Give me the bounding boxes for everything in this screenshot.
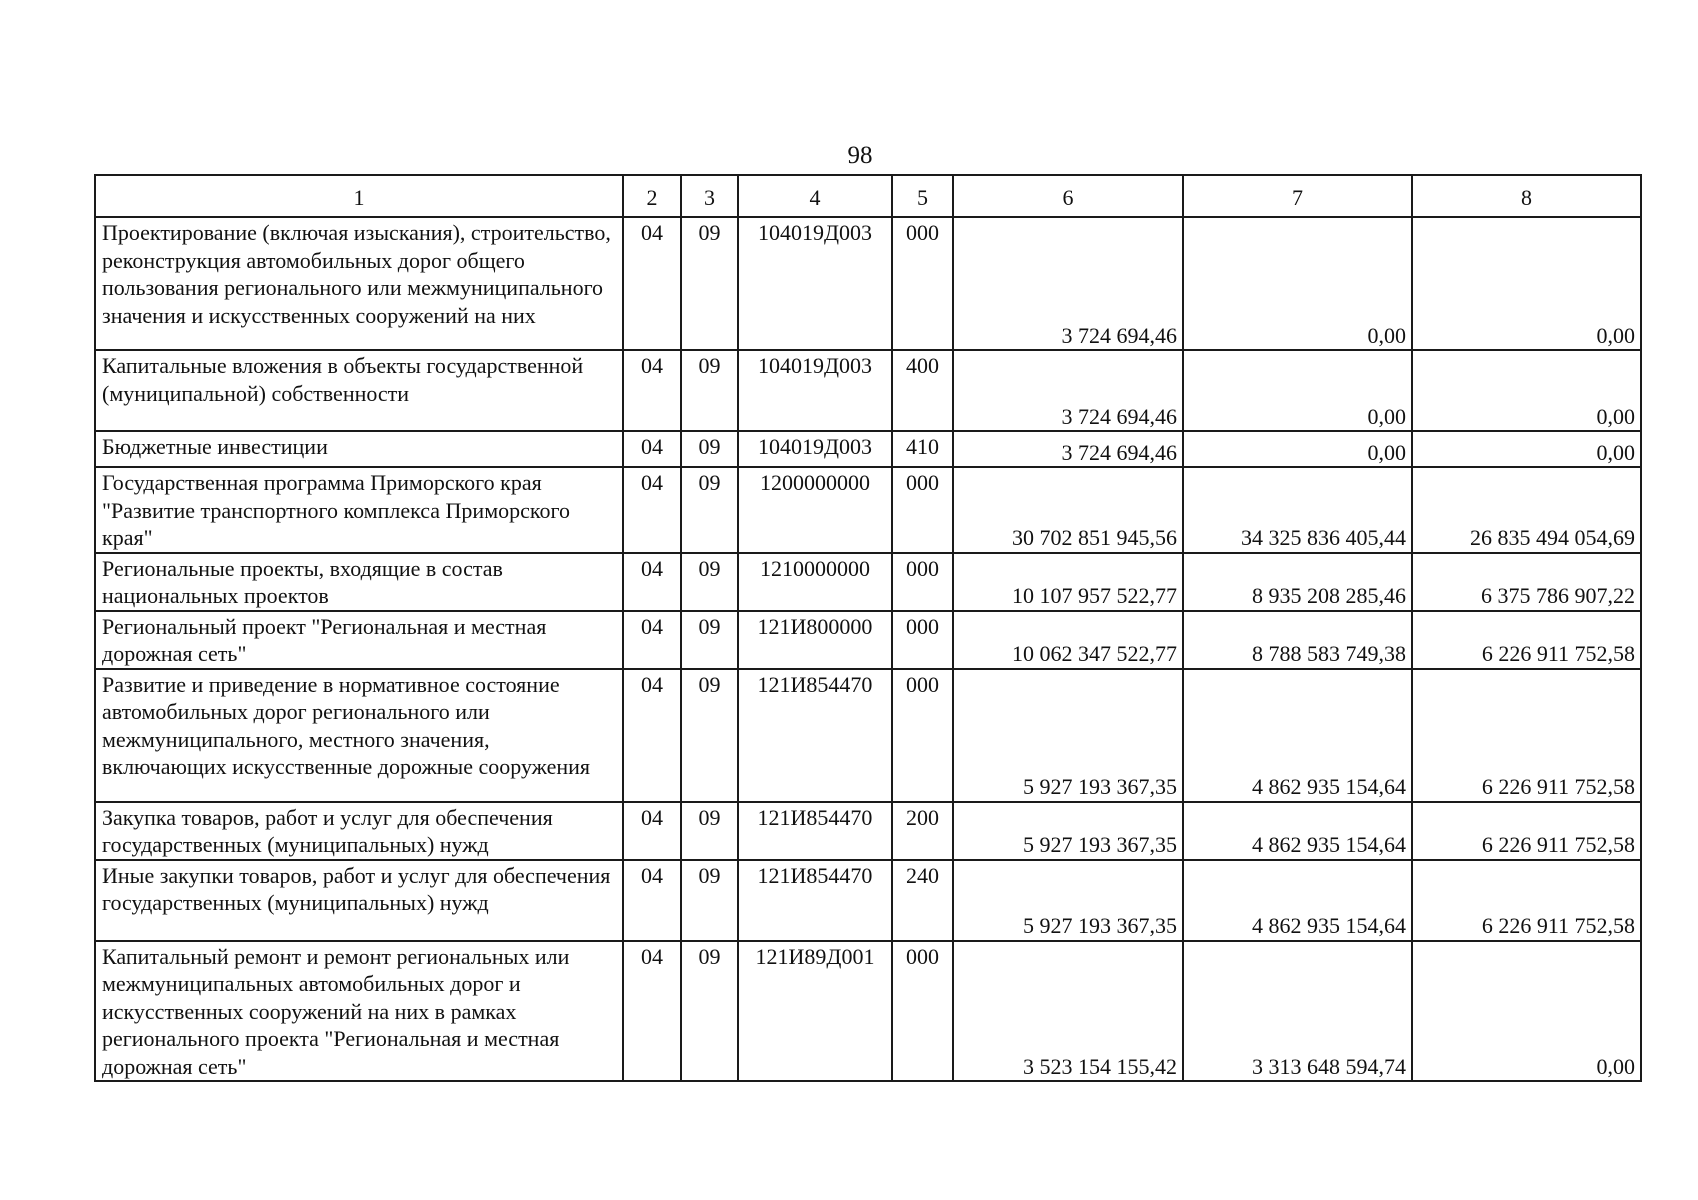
- table-row: [95, 941, 1641, 1082]
- row-name: Капитальные вложения в объекты государственной (муниципальной) собственности: [95, 350, 623, 431]
- row-name: Бюджетные инвестиции: [95, 431, 623, 467]
- page-number: 98: [847, 142, 873, 169]
- expense-type-code: 400: [892, 350, 953, 431]
- target-item-code: 1200000000: [738, 467, 892, 553]
- table-row: [95, 611, 1641, 669]
- amount-col6: 30 702 851 945,56: [953, 467, 1183, 553]
- row-name: Иные закупки товаров, работ и услуг для обеспечения государственных (муниципальных) нужд: [95, 860, 623, 941]
- table-row: [95, 350, 1641, 431]
- expense-type-code: 000: [892, 217, 953, 350]
- column-header: 5: [892, 175, 953, 217]
- amount-col7: 8 935 208 285,46: [1183, 553, 1412, 611]
- target-item-code: 121И800000: [738, 611, 892, 669]
- subsection-code: 09: [681, 431, 738, 467]
- amount-col6: 3 523 154 155,42: [953, 941, 1183, 1082]
- expense-type-code: 000: [892, 553, 953, 611]
- column-header: 7: [1183, 175, 1412, 217]
- amount-col7: 8 788 583 749,38: [1183, 611, 1412, 669]
- subsection-code: 09: [681, 802, 738, 860]
- amount-col6: 3 724 694,46: [953, 217, 1183, 350]
- target-item-code: 104019Д003: [738, 431, 892, 467]
- amount-col6: 10 107 957 522,77: [953, 553, 1183, 611]
- amount-col7: 4 862 935 154,64: [1183, 669, 1412, 802]
- column-header: 1: [95, 175, 623, 217]
- column-header: 8: [1412, 175, 1641, 217]
- amount-col6: 3 724 694,46: [953, 350, 1183, 431]
- subsection-code: 09: [681, 217, 738, 350]
- expense-type-code: 240: [892, 860, 953, 941]
- target-item-code: 1210000000: [738, 553, 892, 611]
- amount-col6: 5 927 193 367,35: [953, 860, 1183, 941]
- amount-col8: 6 375 786 907,22: [1412, 553, 1641, 611]
- expense-type-code: 000: [892, 669, 953, 802]
- subsection-code: 09: [681, 941, 738, 1082]
- table-row: [95, 802, 1641, 860]
- target-item-code: 121И854470: [738, 669, 892, 802]
- table-row: [95, 669, 1641, 802]
- target-item-code: 104019Д003: [738, 350, 892, 431]
- row-name: Государственная программа Приморского края "Развитие транспортного комплекса Приморского края": [95, 467, 623, 553]
- column-header: 4: [738, 175, 892, 217]
- table-row: [95, 860, 1641, 941]
- row-name: Капитальный ремонт и ремонт региональных или межмуниципальных автомобильных дорог и искусственных сооружений на них в рамках регионального проекта "Региональная и местная дорожная сеть": [95, 941, 623, 1082]
- section-code: 04: [623, 553, 681, 611]
- table-row: [95, 217, 1641, 350]
- amount-col6: 5 927 193 367,35: [953, 669, 1183, 802]
- subsection-code: 09: [681, 350, 738, 431]
- target-item-code: 121И854470: [738, 802, 892, 860]
- column-header: 6: [953, 175, 1183, 217]
- column-number-header-row: [95, 175, 1641, 217]
- amount-col7: 3 313 648 594,74: [1183, 941, 1412, 1082]
- amount-col8: 0,00: [1412, 350, 1641, 431]
- subsection-code: 09: [681, 553, 738, 611]
- section-code: 04: [623, 467, 681, 553]
- expense-type-code: 410: [892, 431, 953, 467]
- amount-col8: 0,00: [1412, 217, 1641, 350]
- amount-col7: 4 862 935 154,64: [1183, 860, 1412, 941]
- section-code: 04: [623, 217, 681, 350]
- budget-table: [94, 174, 1642, 1082]
- row-name: Развитие и приведение в нормативное состояние автомобильных дорог регионального или межмуниципального, местного значения, включающих искусственные дорожные сооружения: [95, 669, 623, 802]
- expense-type-code: 200: [892, 802, 953, 860]
- target-item-code: 121И89Д001: [738, 941, 892, 1082]
- table-row: [95, 431, 1641, 467]
- column-header: 3: [681, 175, 738, 217]
- amount-col7: 34 325 836 405,44: [1183, 467, 1412, 553]
- amount-col8: 0,00: [1412, 941, 1641, 1082]
- row-name: Региональный проект "Региональная и местная дорожная сеть": [95, 611, 623, 669]
- amount-col8: 6 226 911 752,58: [1412, 669, 1641, 802]
- amount-col7: 0,00: [1183, 217, 1412, 350]
- amount-col7: 4 862 935 154,64: [1183, 802, 1412, 860]
- section-code: 04: [623, 802, 681, 860]
- subsection-code: 09: [681, 611, 738, 669]
- amount-col8: 6 226 911 752,58: [1412, 860, 1641, 941]
- amount-col8: 6 226 911 752,58: [1412, 611, 1641, 669]
- expense-type-code: 000: [892, 611, 953, 669]
- amount-col6: 10 062 347 522,77: [953, 611, 1183, 669]
- amount-col7: 0,00: [1183, 431, 1412, 467]
- amount-col8: 0,00: [1412, 431, 1641, 467]
- section-code: 04: [623, 669, 681, 802]
- section-code: 04: [623, 431, 681, 467]
- row-name: Проектирование (включая изыскания), строительство, реконструкция автомобильных дорог общего пользования регионального или межмуниципального значения и искусственных сооружений на них: [95, 217, 623, 350]
- expense-type-code: 000: [892, 467, 953, 553]
- table-row: [95, 467, 1641, 553]
- subsection-code: 09: [681, 860, 738, 941]
- amount-col6: 3 724 694,46: [953, 431, 1183, 467]
- expense-type-code: 000: [892, 941, 953, 1082]
- section-code: 04: [623, 611, 681, 669]
- section-code: 04: [623, 941, 681, 1082]
- section-code: 04: [623, 350, 681, 431]
- amount-col8: 26 835 494 054,69: [1412, 467, 1641, 553]
- target-item-code: 104019Д003: [738, 217, 892, 350]
- table-row: [95, 553, 1641, 611]
- target-item-code: 121И854470: [738, 860, 892, 941]
- subsection-code: 09: [681, 669, 738, 802]
- section-code: 04: [623, 860, 681, 941]
- row-name: Закупка товаров, работ и услуг для обеспечения государственных (муниципальных) нужд: [95, 802, 623, 860]
- amount-col6: 5 927 193 367,35: [953, 802, 1183, 860]
- amount-col7: 0,00: [1183, 350, 1412, 431]
- subsection-code: 09: [681, 467, 738, 553]
- row-name: Региональные проекты, входящие в состав национальных проектов: [95, 553, 623, 611]
- column-header: 2: [623, 175, 681, 217]
- amount-col8: 6 226 911 752,58: [1412, 802, 1641, 860]
